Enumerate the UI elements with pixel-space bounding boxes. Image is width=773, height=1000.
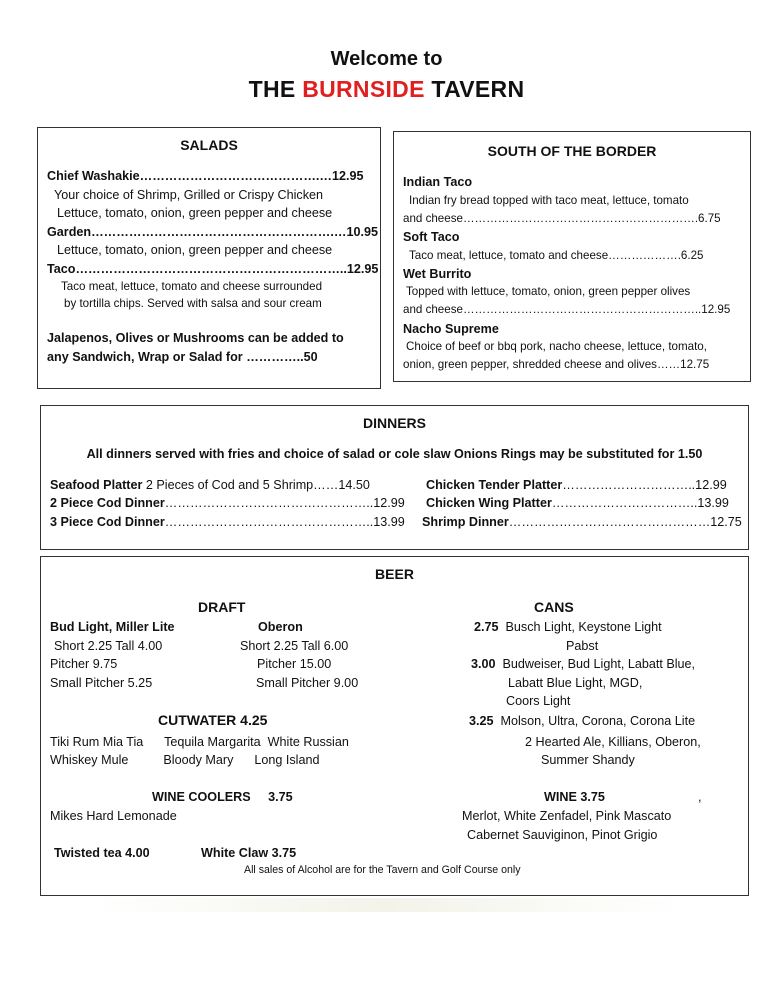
- white-claw-item: White Claw 3.75: [201, 846, 297, 860]
- cutwater-line-1: Tiki Rum Mia Tia Tequila Margarita White Russian: [50, 735, 349, 749]
- chief-washakie-item: Chief Washakie…………………………………….…12.95: [47, 169, 364, 183]
- soft-taco-item: Soft Taco: [403, 230, 460, 244]
- wine-heading: WINE 3.75: [544, 790, 605, 804]
- garden-desc: Lettuce, tomato, onion, green pepper and cheese: [57, 243, 333, 257]
- salads-heading: SALADS: [180, 137, 238, 153]
- bud-miller-small-pitcher: Small Pitcher 5.25: [50, 676, 153, 690]
- garden-item: Garden………………………………………………….…10.95: [47, 225, 378, 239]
- wet-burrito-item: Wet Burrito: [403, 267, 472, 281]
- draft-heading: DRAFT: [198, 599, 246, 615]
- indian-taco-item: Indian Taco: [403, 175, 473, 189]
- oberon-short-tall: Short 2.25 Tall 6.00: [240, 639, 349, 653]
- south-heading: SOUTH OF THE BORDER: [487, 143, 657, 159]
- salads-section: [37, 127, 381, 389]
- salad-addon-line-1: Jalapenos, Olives or Mushrooms can be added to: [47, 331, 344, 345]
- cutwater-heading: CUTWATER 4.25: [158, 712, 268, 728]
- cutwater-line-2: Whiskey Mule Bloody Mary Long Island: [50, 753, 320, 767]
- chief-washakie-desc-1: Your choice of Shrimp, Grilled or Crispy Chicken: [54, 188, 324, 202]
- taco-salad-desc-2: by tortilla chips. Served with salsa and sour cream: [64, 297, 322, 310]
- chicken-tender-platter-item: Chicken Tender Platter…………………………..12.99: [426, 478, 727, 492]
- dinners-note: All dinners served with fries and choice of salad or cole slaw Onions Rings may be substituted for 1.50: [86, 447, 703, 461]
- taco-salad-desc-1: Taco meat, lettuce, tomato and cheese surrounded: [61, 280, 323, 293]
- shrimp-dinner-item: Shrimp Dinner…………………………………………12.75: [422, 515, 742, 529]
- wine-coolers-item: Mikes Hard Lemonade: [50, 809, 177, 823]
- cans-325-line-2: 2 Hearted Ale, Killians, Oberon,: [525, 735, 701, 749]
- wine-line-1: Merlot, White Zenfadel, Pink Mascato: [462, 809, 672, 823]
- chief-washakie-desc-2: Lettuce, tomato, onion, green pepper and cheese: [57, 206, 333, 220]
- cans-325-line-3: Summer Shandy: [541, 753, 635, 767]
- taco-salad-item: Taco………………………………………………………..12.95: [47, 262, 379, 276]
- page-bottom-shadow: [95, 898, 680, 912]
- cans-300-line-3: Coors Light: [506, 694, 571, 708]
- beer-section: [40, 556, 749, 896]
- cans-325-line: 3.25 Molson, Ultra, Corona, Corona Lite: [469, 714, 696, 728]
- alcohol-disclaimer: All sales of Alcohol are for the Tavern and Golf Course only: [244, 864, 521, 876]
- seafood-platter-item: Seafood Platter 2 Pieces of Cod and 5 Shrimp……14.50: [50, 478, 370, 492]
- wet-burrito-desc-2: and cheese……………………………………………………..12.95: [403, 303, 731, 316]
- soft-taco-desc: Taco meat, lettuce, tomato and cheese……………….6.25: [409, 249, 704, 262]
- oberon-title: Oberon: [258, 620, 303, 634]
- two-piece-cod-item: 2 Piece Cod Dinner…………………………………………..12.99: [50, 496, 405, 510]
- tavern-name: THE BURNSIDE TAVERN: [248, 76, 525, 102]
- cans-heading: CANS: [534, 599, 574, 615]
- bud-miller-title: Bud Light, Miller Lite: [50, 620, 175, 634]
- wine-line-2: Cabernet Sauviginon, Pinot Grigio: [467, 828, 658, 842]
- wine-heading-comma: ,: [698, 790, 702, 804]
- indian-taco-desc-1: Indian fry bread topped with taco meat, lettuce, tomato: [409, 194, 689, 207]
- beer-heading: BEER: [375, 566, 414, 582]
- nacho-supreme-item: Nacho Supreme: [403, 322, 499, 336]
- bud-miller-short-tall: Short 2.25 Tall 4.00: [54, 639, 163, 653]
- indian-taco-desc-2: and cheese…………………………………………………….6.75: [403, 212, 721, 225]
- oberon-pitcher: Pitcher 15.00: [257, 657, 332, 671]
- bud-miller-pitcher: Pitcher 9.75: [50, 657, 118, 671]
- south-of-the-border-section: [393, 131, 751, 382]
- cans-275-line-2: Pabst: [566, 639, 599, 653]
- nacho-supreme-desc-1: Choice of beef or bbq pork, nacho cheese, lettuce, tomato,: [406, 340, 707, 353]
- tavern-name-accent: BURNSIDE: [302, 76, 425, 102]
- wine-coolers-heading: WINE COOLERS 3.75: [152, 790, 293, 804]
- twisted-tea-item: Twisted tea 4.00: [54, 846, 150, 860]
- cans-300-line-2: Labatt Blue Light, MGD,: [508, 676, 643, 690]
- dinners-section: [40, 405, 749, 550]
- three-piece-cod-item: 3 Piece Cod Dinner…………………………………………..13.99: [50, 515, 405, 529]
- chicken-wing-platter-item: Chicken Wing Platter……………………………..13.99: [426, 496, 729, 510]
- oberon-small-pitcher: Small Pitcher 9.00: [256, 676, 359, 690]
- cans-275-line: 2.75 Busch Light, Keystone Light: [474, 620, 662, 634]
- wet-burrito-desc-1: Topped with lettuce, tomato, onion, green pepper olives: [406, 285, 691, 298]
- cans-300-line: 3.00 Budweiser, Bud Light, Labatt Blue,: [471, 657, 696, 671]
- salad-addon-line-2: any Sandwich, Wrap or Salad for …………..50: [47, 350, 318, 364]
- nacho-supreme-desc-2: onion, green pepper, shredded cheese and olives……12.75: [403, 358, 710, 371]
- welcome-text: Welcome to: [330, 48, 443, 70]
- dinners-heading: DINNERS: [362, 415, 426, 431]
